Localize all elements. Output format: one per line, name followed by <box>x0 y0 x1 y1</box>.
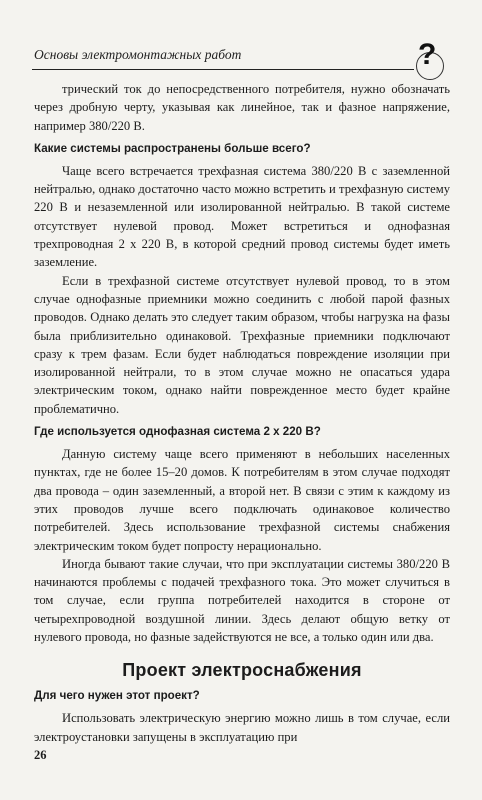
paragraph: Использовать электрическую энергию можно лишь в том случае, если электроустановки запущены в эксплуатацию при <box>34 711 450 744</box>
icon-glyph: ? <box>418 38 437 71</box>
question-mark-icon <box>414 38 446 82</box>
question-heading: Где используется однофазная система 2 х 220 В? <box>34 425 321 439</box>
page-content <box>34 80 450 746</box>
paragraph: Иногда бывают такие случаи, что при эксплуатации системы 380/220 В начинаются проблемы с подачей трехфазного тока. Это может случиться в том случае, если группа потребителей находится в стороне от четырехпроводной воздушной линии. Здесь делают общую ветку от нулевого провода, но фазные задействуются не все, а только один или два. <box>34 556 450 645</box>
section-heading: Проект электроснабжения <box>122 660 362 681</box>
question-heading: Для чего нужен этот проект? <box>34 689 200 703</box>
paragraph: Чаще всего встречается трехфазная система 380/220 В с заземленной нейтралью, однако достаточно часто можно встретить и трехфазную систему 220 В и незаземленной или изолированной нейтралью. В такой системе отсутствует нулевой провод. Может встретиться и однофазная трехпроводная 2 х 220 В, в которой средний провод системы будет иметь заземление. <box>34 163 450 270</box>
paragraph: трический ток до непосредственного потребителя, нужно обозначать через дробную черту, указывая как линейное, так и фазное напряжение, например 380/220 В. <box>34 82 450 133</box>
paragraph: Данную систему чаще всего применяют в небольших населенных пунктах, где не более 15–20 домов. К потребителям в этом случае подходят два провода – один заземленный, а второй нет. В связи с этим к каждому из этих проводов лучше всего подключать одинаковое количество потребителей. Здесь использование трехфазной системы снабжения электрическим током будет попросту нерационально. <box>34 447 450 553</box>
question-heading: Какие системы распространены больше всего? <box>34 141 311 155</box>
paragraph: Если в трехфазной системе отсутствует нулевой провод, то в этом случае однофазные приемники можно соединить с любой парой фазных проводов. Однако делать это следует таким образом, чтобы нагрузка на фазы была приблизительно одинаковой. Трехфазные приемники подключают сразу к трем фазам. Если будет наблюдаться повреждение изоляции при изолированной нейтрали, то в этом случае можно не опасаться удара электрическим током, однако найти поврежденное место будет крайне проблематично. <box>34 273 450 416</box>
running-header: Основы электромонтажных работ <box>34 47 242 62</box>
header-rule <box>32 69 414 70</box>
page-number: 26 <box>34 748 47 762</box>
